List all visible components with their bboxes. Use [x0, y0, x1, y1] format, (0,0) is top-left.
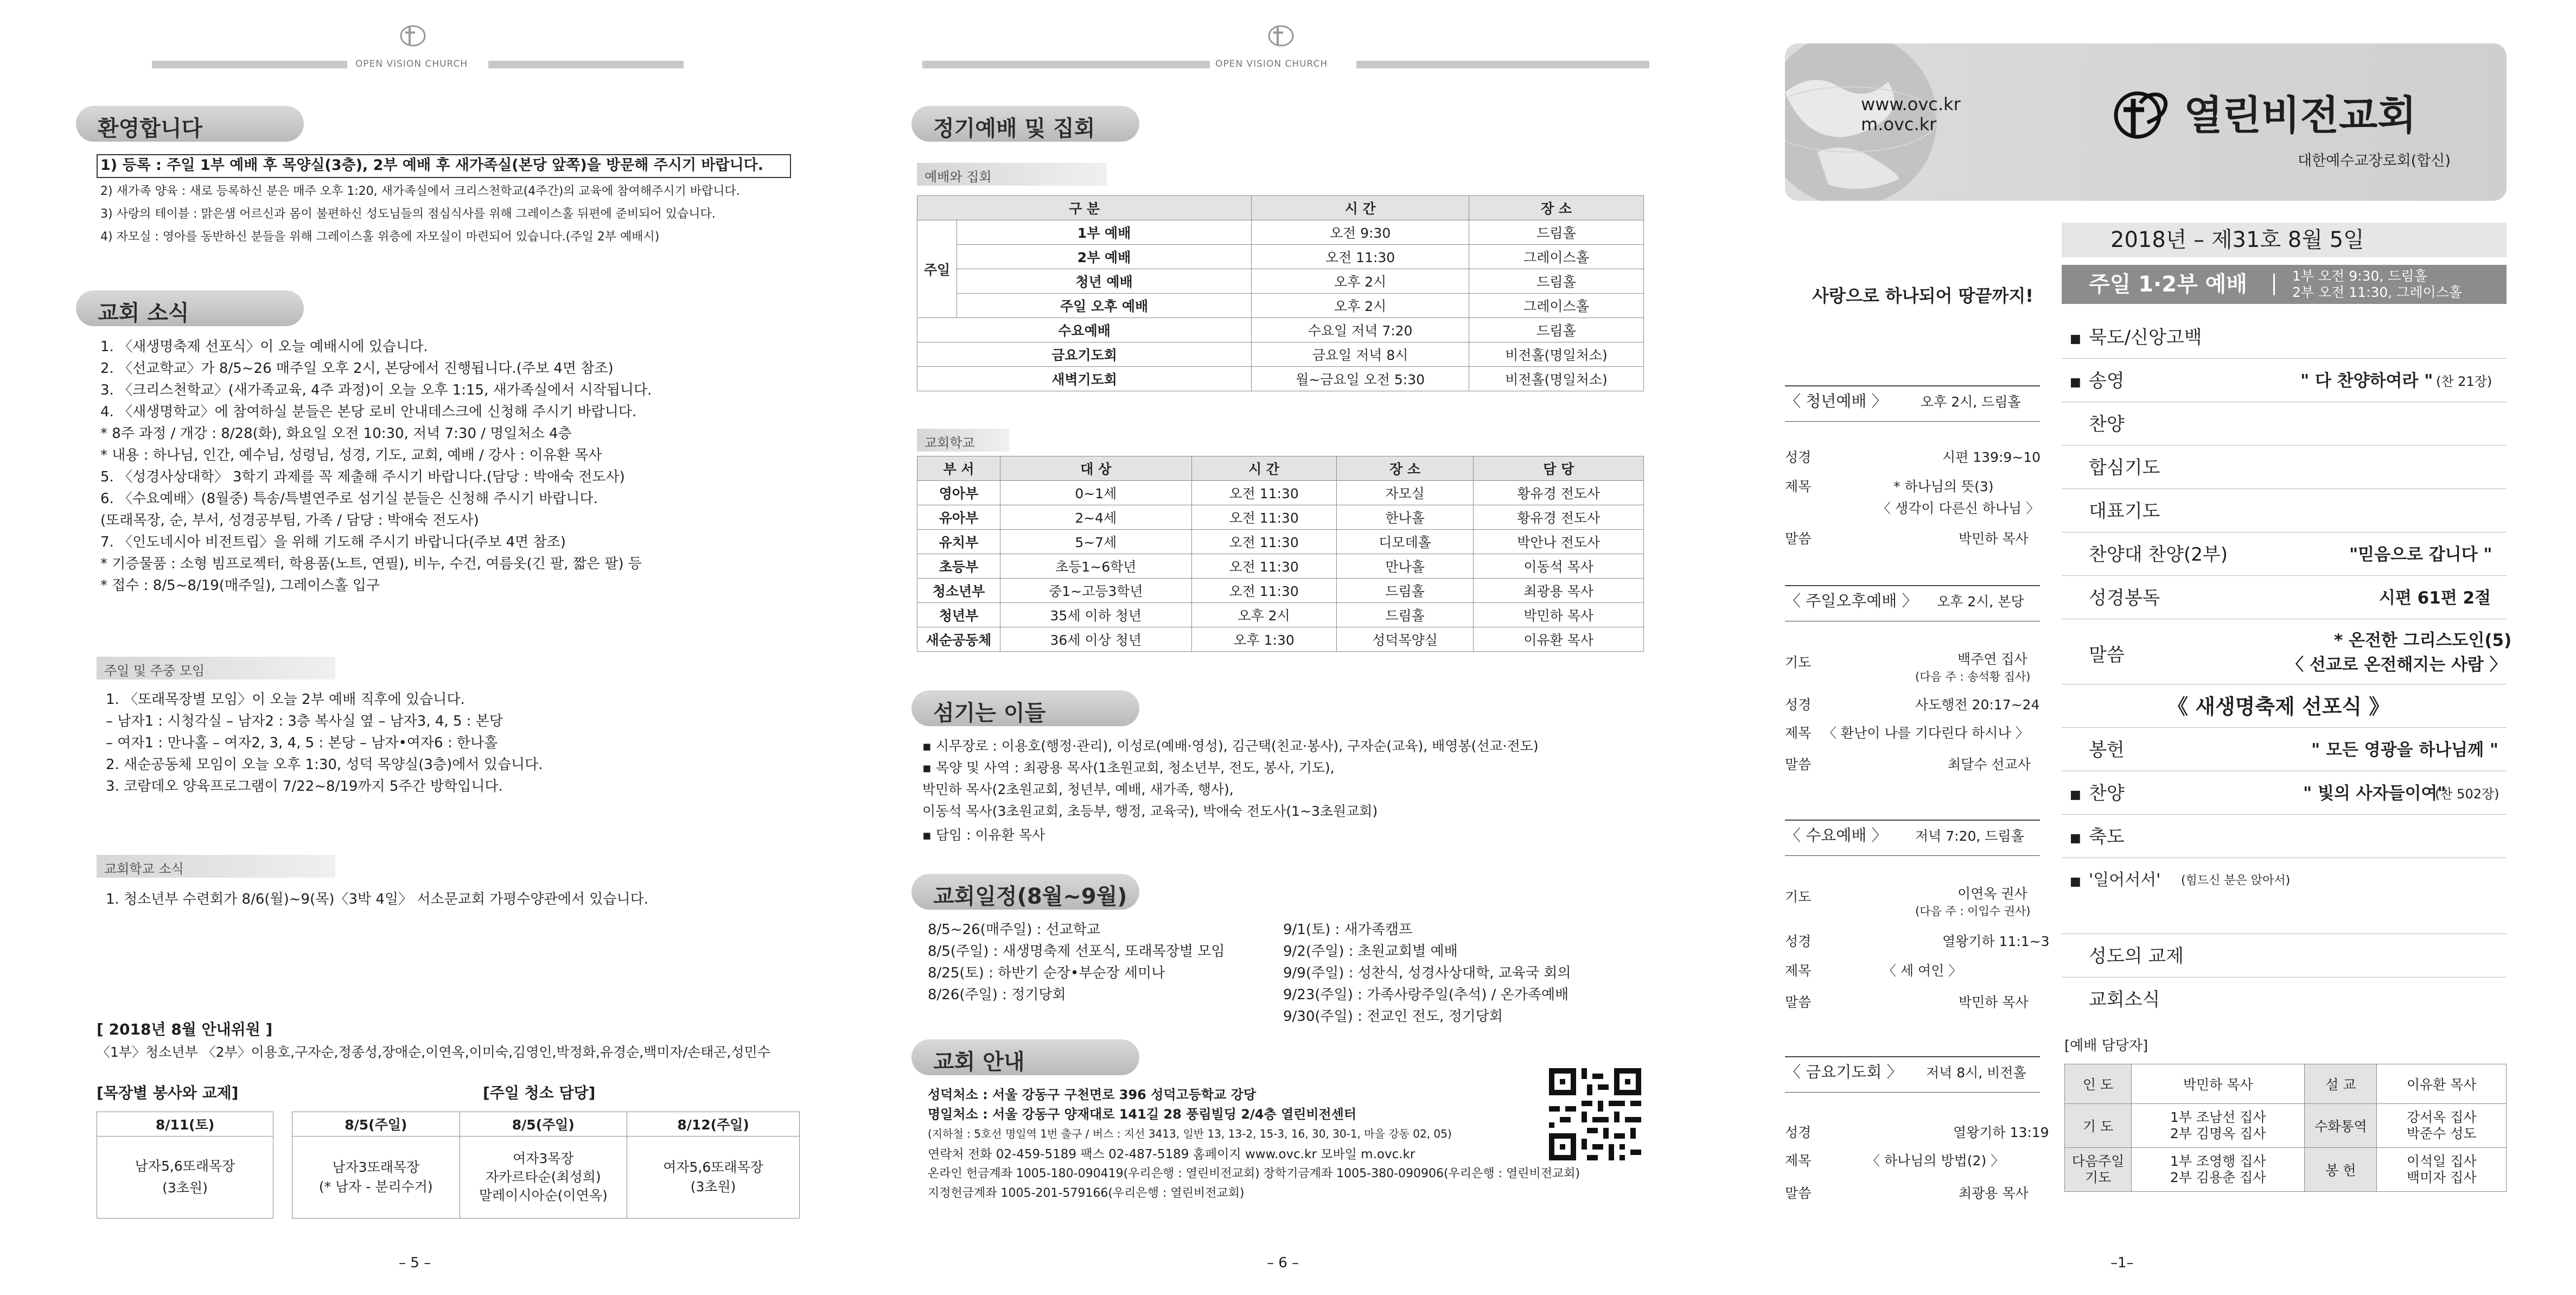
table-head: 구 분	[917, 196, 1252, 220]
table-cell: 그레이스홀	[1469, 245, 1643, 269]
order-bullet: ■	[2070, 332, 2081, 346]
order-label: 교회소식	[2089, 989, 2160, 1011]
table-cell: 오전 11:30	[1252, 245, 1469, 269]
info-line: 온라인 헌금계좌 1005-180-090419(우리은행 : 열린비전교회) 장학기금계좌 1005-380-090906(우리은행 : 열린비전교회)	[928, 1167, 1580, 1180]
table-cell: 황유경 전도사	[1474, 481, 1644, 505]
sched-value: 백주연 집사	[1957, 651, 2027, 667]
clean-title: [주일 청소 담당]	[483, 1084, 596, 1102]
duty-cell: 설 교	[2305, 1064, 2377, 1104]
table-cell: 드림홀	[1469, 220, 1643, 245]
table-cell: 성덕목양실	[1336, 627, 1474, 652]
table-cell: 금요일 저녁 8시	[1252, 342, 1469, 367]
order-label: 송영	[2089, 370, 2125, 392]
calendar-line: 8/26(주일) : 정기당회	[928, 987, 1066, 1003]
masthead	[1785, 43, 2507, 201]
news-line: * 접수 : 8/5~8/19(매주일), 그레이스홀 입구	[100, 577, 380, 594]
small-line: – 여자1 : 만나홀 – 여자2, 3, 4, 5 : 본당 – 남자•여자6 : 한나홀	[106, 735, 498, 751]
sched-value: 최달수 선교사	[1948, 757, 2031, 772]
service-time: 오후 2시, 본당	[1937, 594, 2024, 610]
welcome-item: 4) 자모실 : 영아를 동반하신 분들을 위해 그레이스홀 위층에 자모실이 마련되어 있습니다.(주일 2부 예배시)	[100, 230, 660, 244]
table-cell: 드림홀	[1469, 318, 1643, 342]
table-group: 주일	[917, 220, 957, 318]
table-cell: 청년 예배	[957, 269, 1252, 294]
sched-value: 박민하 목사	[1959, 994, 2029, 1010]
welcome-item: 2) 새가족 양육 : 새로 등록하신 분은 매주 오후 1:20, 새가족실에서 크리스천학교(4주간)의 교육에 참여해주시기 바랍니다.	[100, 185, 740, 198]
sched-value: 박민하 목사	[1959, 531, 2029, 547]
welcome-item: 3) 사랑의 테이블 : 맑은샘 어르신과 몸이 불편하신 성도님들의 점심식사를 위해 그레이스홀 뒤편에 준비되어 있습니다.	[100, 207, 716, 221]
sched-label: 제목	[1785, 963, 1812, 979]
table-cell: 오후 2시	[1252, 294, 1469, 318]
sched-value: 이연옥 권사	[1957, 886, 2027, 902]
table-cell: 2부 예배	[957, 245, 1252, 269]
small-line: 3. 코람데오 양육프로그램이 7/22~8/19까지 5주간 방학입니다.	[106, 778, 503, 795]
info-line: 명일처소 : 서울 강동구 양재대로 141길 28 풍림빌딩 2/4층 열린비전센터	[928, 1107, 1357, 1122]
table-cell: 유아부	[917, 505, 1000, 530]
table-cell: 금요기도회	[917, 342, 1252, 367]
sched-value: 〈 환난이 나를 기다린다 하시나 〉	[1823, 725, 2029, 741]
staff-line: ▪ 시무장로 : 이용호(행정·관리), 이성로(예배·영성), 김근택(친교·봉사), 구자순(교육), 배영봉(선교·전도)	[922, 738, 1539, 754]
school-news-title: 교회학교 소식	[97, 855, 335, 878]
info-line: 성덕처소 : 서울 강동구 구천면로 396 성덕고등학교 강당	[928, 1087, 1257, 1102]
meal-cell: (3초원)	[162, 1180, 208, 1196]
worship-title: 정기예배 및 집회	[911, 106, 1139, 142]
sched-label: 기도	[1785, 889, 1812, 905]
header-church-en: OPEN VISION CHURCH	[1215, 59, 1328, 69]
news-title: 교회 소식	[76, 290, 304, 326]
duty-cell: 1부 조영행 집사 2부 김용춘 집사	[2132, 1148, 2305, 1192]
sched-label: 성경	[1785, 697, 1812, 713]
sched-label: 성경	[1785, 934, 1812, 949]
clean-cell: 여자5,6또래목장	[663, 1159, 763, 1175]
news-line: 2. 〈선교학교〉가 8/5~26 매주일 오후 2시, 본당에서 진행됩니다.(주보 4면 참조)	[100, 360, 614, 377]
sched-label: 제목	[1785, 1153, 1812, 1169]
order-label: 묵도/신앙고백	[2089, 327, 2202, 348]
order-label: '일어서서'	[2089, 871, 2161, 890]
service-name: 〈 주일오후예배 〉	[1785, 592, 1918, 610]
service-name: 〈 수요예배 〉	[1785, 826, 1888, 845]
table-cell: 오전 11:30	[1191, 579, 1336, 603]
small-group-title: 주일 및 주중 모임	[97, 657, 335, 680]
sched-label: 말씀	[1785, 1185, 1812, 1201]
calendar-line: 9/30(주일) : 전교인 전도, 정기당회	[1283, 1008, 1503, 1025]
order-right: 〈 선교로 온전해지는 사람 〉	[2287, 655, 2507, 675]
order-right: * 온전한 그리스도인(5)	[2334, 631, 2512, 650]
service-time: 저녁 7:20, 드림홀	[1915, 828, 2024, 844]
table-cell: 1부 예배	[957, 220, 1252, 245]
table-cell: 그레이스홀	[1469, 294, 1643, 318]
duty-cell: 수화통역	[2305, 1104, 2377, 1148]
news-line: * 내용 : 하나님, 인간, 예수님, 성령님, 성경, 기도, 교회, 예배 / 강사 : 이유환 목사	[100, 447, 602, 464]
info-title: 교회 안내	[911, 1039, 1139, 1075]
sched-value: * 하나님의 뜻(3)	[1893, 479, 1994, 494]
table-cell: 월~금요일 오전 5:30	[1252, 367, 1469, 391]
order-label: 대표기도	[2089, 500, 2160, 522]
clean-cell: (3초원)	[690, 1179, 736, 1195]
clean-cell: 남자3또래목장	[332, 1159, 420, 1175]
table-cell: 새순공동체	[917, 627, 1000, 652]
page-number: – 5 –	[399, 1255, 431, 1271]
order-label: 말씀	[2089, 644, 2125, 666]
duty-cell: 인 도	[2065, 1064, 2132, 1104]
sched-label: 말씀	[1785, 994, 1812, 1010]
news-line: * 기증물품 : 소형 빔프로젝터, 학용품(노트, 연필), 비누, 수건, 여름옷(긴 팔, 짧은 팔) 등	[100, 556, 642, 572]
order-note: (힘드신 분은 앉아서)	[2181, 874, 2291, 887]
service-name: 〈 금요기도회 〉	[1785, 1063, 1903, 1081]
table-cell: 오후 2시	[1191, 603, 1336, 627]
order-label: 봉헌	[2089, 739, 2125, 761]
table-cell: 주일 오후 예배	[957, 294, 1252, 318]
clean-cell: 자카르타순(최성희)	[485, 1169, 601, 1185]
duty-cell: 강서옥 집사 박준수 성도	[2377, 1104, 2507, 1148]
sched-value: 사도행전 20:17~24	[1915, 697, 2040, 713]
table-cell: 드림홀	[1336, 579, 1474, 603]
duty-cell: 박민하 목사	[2132, 1064, 2305, 1104]
welcome-title: 환영합니다	[76, 106, 304, 142]
order-right: " 다 찬양하여라 "	[2300, 371, 2433, 391]
duty-table	[2064, 1064, 2507, 1192]
clean-cell: (* 남자 - 분리수거)	[318, 1179, 433, 1195]
sched-value: (다음 주 : 송석황 집사)	[1915, 670, 2031, 683]
duty-cell: 1부 조남선 집사 2부 김명옥 집사	[2132, 1104, 2305, 1148]
table-cell: 새벽기도회	[917, 367, 1252, 391]
clean-head: 8/5(주일)	[460, 1112, 627, 1137]
school-line: 1. 청소년부 수련회가 8/6(월)~9(목)〈3박 4일〉 서소문교회 가평수양관에서 있습니다.	[106, 891, 649, 907]
worship-table	[917, 195, 1644, 391]
page-5	[0, 0, 846, 1295]
clean-head: 8/12(주일)	[627, 1112, 800, 1137]
duty-cell: 봉 헌	[2305, 1148, 2377, 1192]
table-head: 시 간	[1252, 196, 1469, 220]
staff-line: 박민하 목사(2초원교회, 청년부, 예배, 새가족, 행사),	[922, 782, 1234, 797]
church-name: 열린비전교회	[2184, 92, 2416, 139]
table-head: 담 당	[1474, 456, 1644, 481]
table-head: 장 소	[1336, 456, 1474, 481]
duty-title: [예배 담당자]	[2064, 1038, 2148, 1054]
table-cell: 청년부	[917, 603, 1000, 627]
clean-cell: 여자3목장	[513, 1151, 574, 1166]
church-logo-icon	[1267, 22, 1295, 50]
sched-label: 말씀	[1785, 531, 1812, 547]
info-line: 연락처 전화 02-459-5189 팩스 02-487-5189 홈페이지 www.ovc.kr 모바일 m.ovc.kr	[928, 1147, 1415, 1161]
news-line: 5. 〈성경사상대학〉 3학기 과제를 꼭 제출해 주시기 바랍니다.(담당 : 박애숙 전도사)	[100, 469, 625, 485]
order-highlight: 《 새생명축제 선포식 》	[2167, 695, 2390, 719]
table-cell: 5~7세	[1000, 530, 1192, 554]
sched-label: 성경	[1785, 449, 1812, 465]
news-line: 4. 〈새생명학교〉에 참여하실 분들은 본당 로비 안내데스크에 신청해 주시기 바랍니다.	[100, 404, 637, 420]
church-logo-icon	[399, 22, 427, 50]
denomination: 대한예수교장로회(합신)	[2298, 153, 2451, 169]
sched-label: 제목	[1785, 479, 1812, 494]
duty-cell: 이유환 목사	[2377, 1064, 2507, 1104]
table-head: 대 상	[1000, 456, 1192, 481]
table-cell: 수요일 저녁 7:20	[1252, 318, 1469, 342]
order-bullet: ■	[2070, 831, 2081, 845]
order-label: 성도의 교제	[2089, 945, 2184, 967]
table-cell: 초등1~6학년	[1000, 554, 1192, 579]
school-table	[917, 456, 1644, 652]
calendar-title: 교회일정(8월~9월)	[911, 874, 1139, 910]
order-label: 찬양	[2089, 414, 2125, 435]
table-cell: 박안나 전도사	[1474, 530, 1644, 554]
news-line: (또래목장, 순, 부서, 성경공부팀, 가족 / 담당 : 박애숙 전도사)	[100, 512, 479, 529]
service-label: 주일 1·2부 예배	[2089, 272, 2247, 297]
table-cell: 오후 1:30	[1191, 627, 1336, 652]
guide-title: [ 2018년 8월 안내위원 ]	[97, 1020, 273, 1038]
service-time: 저녁 8시, 비전홀	[1926, 1065, 2026, 1081]
sched-value: (다음 주 : 이입수 권사)	[1915, 905, 2031, 918]
sched-value: 최광용 목사	[1959, 1185, 2029, 1201]
table-cell: 수요예배	[917, 318, 1252, 342]
page-6	[868, 0, 1714, 1295]
table-cell: 0~1세	[1000, 481, 1192, 505]
order-right: " 모든 영광을 하나님께 "	[2311, 740, 2498, 760]
church-logo-icon	[2110, 87, 2176, 141]
order-bullet: ■	[2070, 788, 2081, 802]
table-cell: 박민하 목사	[1474, 603, 1644, 627]
qr-code-icon	[1549, 1068, 1641, 1160]
news-line: 1. 〈새생명축제 선포식〉이 오늘 예배시에 있습니다.	[100, 339, 428, 355]
welcome-item: 1) 등록 : 주일 1부 예배 후 목양실(3층), 2부 예배 후 새가족실(본당 앞쪽)을 방문해 주시기 바랍니다.	[100, 157, 764, 174]
table-cell: 드림홀	[1469, 269, 1643, 294]
staff-line: 이동석 목사(3초원교회, 초등부, 행정, 교육국), 박애숙 전도사(1~3초원교회)	[922, 803, 1378, 819]
table-head: 시 간	[1191, 456, 1336, 481]
sched-value: 열왕기하 11:1~3	[1942, 934, 2050, 949]
staff-line: ▪ 담임 : 이유환 목사	[922, 827, 1045, 843]
school-sub-title: 교회학교	[917, 429, 1009, 452]
table-cell: 최광용 목사	[1474, 579, 1644, 603]
staff-line: ▪ 목양 및 사역 : 최광용 목사(1초원교회, 청소년부, 전도, 봉사, 기도),	[922, 760, 1335, 776]
issue-date: 2018년 – 제31호 8월 5일	[2110, 227, 2364, 252]
table-cell: 만나홀	[1336, 554, 1474, 579]
calendar-line: 9/9(주일) : 성찬식, 성경사상대학, 교육국 회의	[1283, 965, 1571, 981]
order-note: (찬 502장)	[2435, 786, 2500, 802]
table-cell: 디모데홀	[1336, 530, 1474, 554]
url-web: www.ovc.kr	[1861, 94, 1961, 115]
sched-value: 〈 생각이 다른신 하나님 〉	[1877, 500, 2040, 516]
sched-label: 기도	[1785, 655, 1812, 670]
duty-cell: 이석일 집사 백미자 집사	[2377, 1148, 2507, 1192]
order-right: 시편 61편 2절	[2379, 588, 2491, 608]
clean-head: 8/5(주일)	[292, 1112, 460, 1137]
order-label: 찬양대 찬양(2부)	[2089, 544, 2228, 566]
page-1	[1785, 0, 2576, 1295]
service-time: 1부 오전 9:30, 드림홀	[2292, 268, 2427, 284]
news-line: * 8주 과정 / 개강 : 8/28(화), 화요일 오전 10:30, 저녁 7:30 / 명일처소 4층	[100, 426, 572, 442]
info-line: (지하철 : 5호선 명일역 1번 출구 / 버스 : 지선 3413, 일반 13, 13-2, 15-3, 16, 30, 30-1, 마을 강동 02, 05)	[928, 1127, 1452, 1140]
table-cell: 오전 11:30	[1191, 554, 1336, 579]
calendar-line: 9/23(주일) : 가족사랑주일(추석) / 온가족예배	[1283, 987, 1569, 1003]
duty-cell: 다음주일 기도	[2065, 1148, 2132, 1192]
sched-value: 시편 139:9~10	[1942, 449, 2041, 465]
info-line: 지정헌금계좌 1005-201-579166(우리은행 : 열린비전교회)	[928, 1186, 1245, 1200]
table-head: 부 서	[917, 456, 1000, 481]
worship-sub-title: 예배와 집회	[917, 163, 1107, 186]
order-right: "믿음으로 갑니다 "	[2349, 545, 2492, 564]
sched-value: 열왕기하 13:19	[1953, 1125, 2049, 1140]
calendar-line: 8/25(토) : 하반기 순장•부순장 세미나	[928, 965, 1165, 981]
clean-cell: 말레이시아순(이연옥)	[479, 1188, 608, 1203]
order-label: 축도	[2089, 826, 2125, 848]
table-cell: 오전 11:30	[1191, 505, 1336, 530]
order-note: (찬 21장)	[2436, 374, 2492, 389]
news-line: 6. 〈수요예배〉(8월중) 특송/특별연주로 섬기실 분들은 신청해 주시기 바랍니다.	[100, 491, 598, 507]
table-cell: 36세 이상 청년	[1000, 627, 1192, 652]
url-mobile: m.ovc.kr	[1861, 114, 1937, 135]
slogan: 사랑으로 하나되어 땅끝까지!	[1812, 285, 2033, 306]
service-name: 〈 청년예배 〉	[1785, 392, 1888, 410]
table-head: 장 소	[1469, 196, 1643, 220]
page-number: – 6 –	[1267, 1255, 1299, 1271]
calendar-line: 9/2(주일) : 초원교회별 예배	[1283, 943, 1458, 960]
calendar-line: 8/5(주일) : 새생명축제 선포식, 또래목장별 모임	[928, 943, 1225, 960]
table-cell: 드림홀	[1336, 603, 1474, 627]
table-cell: 황유경 전도사	[1474, 505, 1644, 530]
table-cell: 영아부	[917, 481, 1000, 505]
service-time: 오후 2시, 드림홀	[1921, 394, 2021, 410]
meal-title: [목장별 봉사와 교제]	[97, 1084, 239, 1102]
meal-table	[97, 1112, 273, 1218]
small-line: – 남자1 : 시청각실 – 남자2 : 3층 복사실 옆 – 남자3, 4, 5 : 본당	[106, 713, 503, 729]
table-cell: 비전홀(명일처소)	[1469, 342, 1643, 367]
table-cell: 중1~고등3학년	[1000, 579, 1192, 603]
table-cell: 이동석 목사	[1474, 554, 1644, 579]
sched-label: 제목	[1785, 725, 1812, 741]
table-cell: 35세 이하 청년	[1000, 603, 1192, 627]
table-cell: 이유환 목사	[1474, 627, 1644, 652]
small-line: 1. 〈또래목장별 모임〉이 오늘 2부 예배 직후에 있습니다.	[106, 691, 465, 708]
guide-line: 〈1부〉청소년부 〈2부〉이용호,구자순,정종성,장애순,이연옥,이미숙,김영인,박정화,유경순,백미자/손태곤,성민수	[97, 1044, 770, 1060]
table-cell: 비전홀(명일처소)	[1469, 367, 1643, 391]
sched-value: 〈 하나님의 방법(2) 〉	[1866, 1153, 2005, 1169]
page-number: –1–	[2110, 1255, 2134, 1271]
order-label: 합심기도	[2089, 457, 2160, 479]
table-cell: 초등부	[917, 554, 1000, 579]
table-cell: 한나홀	[1336, 505, 1474, 530]
meal-cell: 남자5,6또래목장	[135, 1158, 235, 1174]
order-label: 성경봉독	[2089, 587, 2160, 609]
meal-head: 8/11(토)	[97, 1112, 273, 1137]
sched-label: 말씀	[1785, 757, 1812, 772]
table-cell: 청소년부	[917, 579, 1000, 603]
table-cell: 오전 9:30	[1252, 220, 1469, 245]
sched-value: 〈 세 여인 〉	[1883, 963, 1962, 979]
calendar-line: 9/1(토) : 새가족캠프	[1283, 922, 1413, 938]
table-cell: 자모실	[1336, 481, 1474, 505]
sched-label: 성경	[1785, 1125, 1812, 1140]
small-line: 2. 새순공동체 모임이 오늘 오후 1:30, 성덕 목양실(3층)에서 있습니다.	[106, 757, 543, 773]
clean-table	[292, 1112, 800, 1218]
table-cell: 오전 11:30	[1191, 481, 1336, 505]
table-cell: 유치부	[917, 530, 1000, 554]
duty-cell: 기 도	[2065, 1104, 2132, 1148]
staff-title: 섬기는 이들	[911, 690, 1139, 726]
table-cell: 오전 11:30	[1191, 530, 1336, 554]
order-label: 찬양	[2089, 783, 2125, 804]
order-bullet: ■	[2070, 875, 2081, 888]
news-line: 7. 〈인도네시아 비전트립〉을 위해 기도해 주시기 바랍니다(주보 4면 참조)	[100, 534, 566, 550]
calendar-line: 8/5~26(매주일) : 선교학교	[928, 922, 1101, 938]
order-right: " 빛의 사자들이여"	[2303, 784, 2446, 803]
header-church-en: OPEN VISION CHURCH	[355, 59, 468, 69]
service-time: 2부 오전 11:30, 그레이스홀	[2292, 284, 2462, 300]
table-cell: 오후 2시	[1252, 269, 1469, 294]
table-cell: 2~4세	[1000, 505, 1192, 530]
order-bullet: ■	[2070, 376, 2081, 389]
news-line: 3. 〈크리스천학교〉(새가족교육, 4주 과정)이 오늘 오후 1:15, 새가족실에서 시작됩니다.	[100, 382, 652, 398]
